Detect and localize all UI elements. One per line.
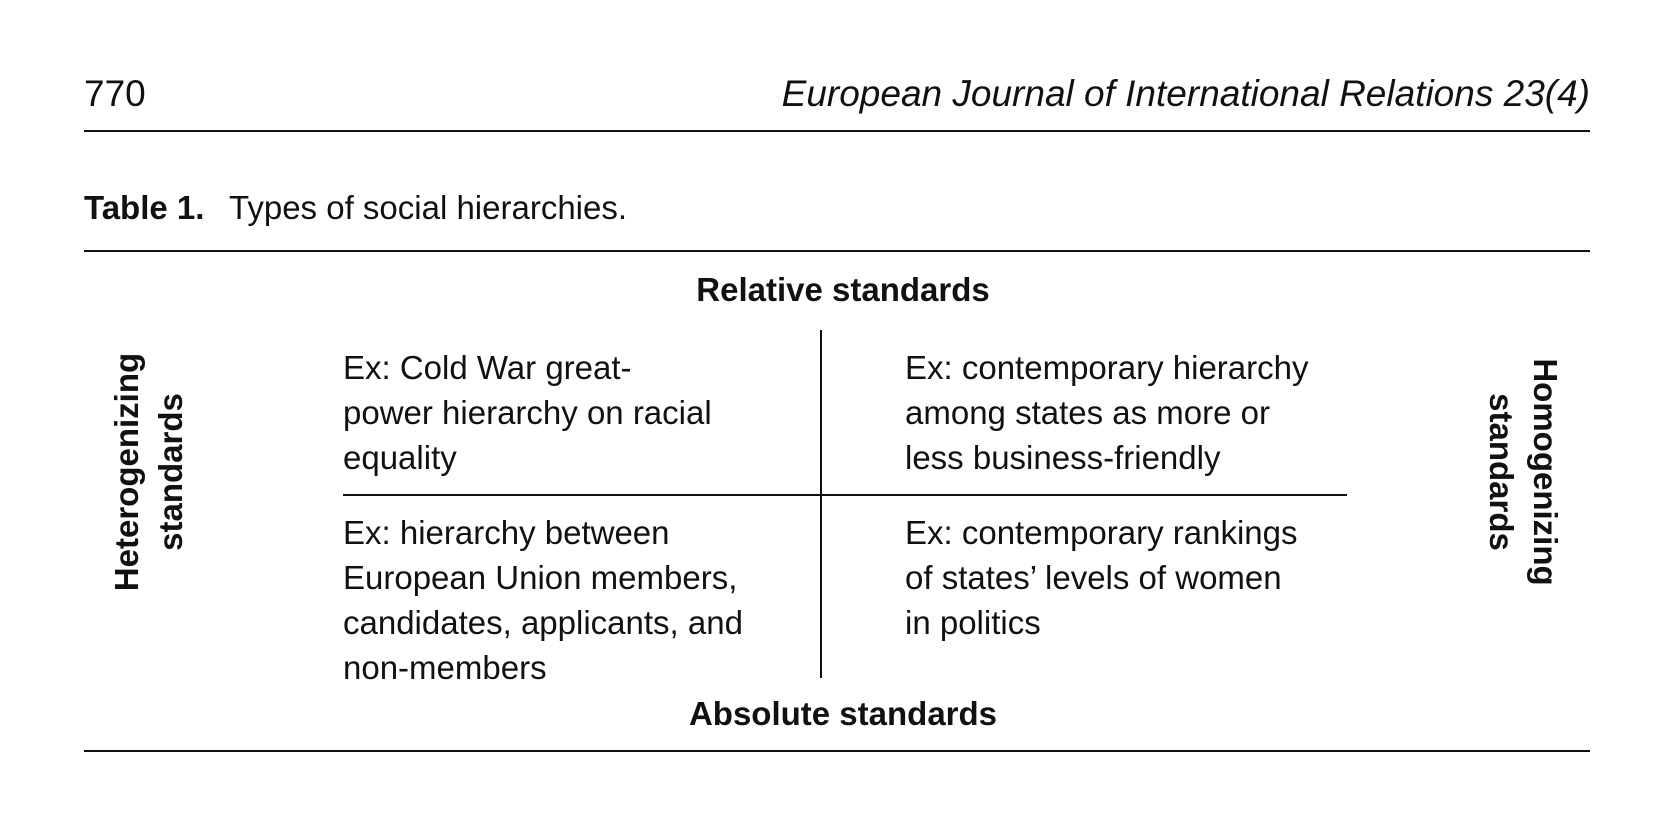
axis-label-top: Relative standards xyxy=(696,271,990,308)
vertical-divider xyxy=(820,330,822,678)
cell-bottom-right: Ex: contemporary rankings of states’ levels of women in politics xyxy=(905,514,1298,641)
cell-top-left: Ex: Cold War great- power hierarchy on racial equality xyxy=(343,349,712,476)
axis-label-right: Homogenizing standards xyxy=(1483,358,1564,586)
table-top-rule xyxy=(84,250,1590,252)
table-caption xyxy=(84,188,627,228)
header-rule xyxy=(84,130,1590,132)
running-head: European Journal of International Relations 23(4) xyxy=(781,73,1590,114)
table-label: Table 1. xyxy=(84,189,205,226)
page-number: 770 xyxy=(84,73,146,114)
cell-top-right: Ex: contemporary hierarchy among states as more or less business-friendly xyxy=(905,349,1309,476)
axis-label-bottom: Absolute standards xyxy=(688,695,998,732)
table-bottom-rule xyxy=(84,750,1590,752)
horizontal-divider xyxy=(343,494,1347,496)
axis-label-left: Heterogenizing standards xyxy=(108,352,189,592)
cell-bottom-left: Ex: hierarchy between European Union members, candidates, applicants, and non-members xyxy=(343,514,743,686)
table-title: Types of social hierarchies. xyxy=(229,189,628,226)
